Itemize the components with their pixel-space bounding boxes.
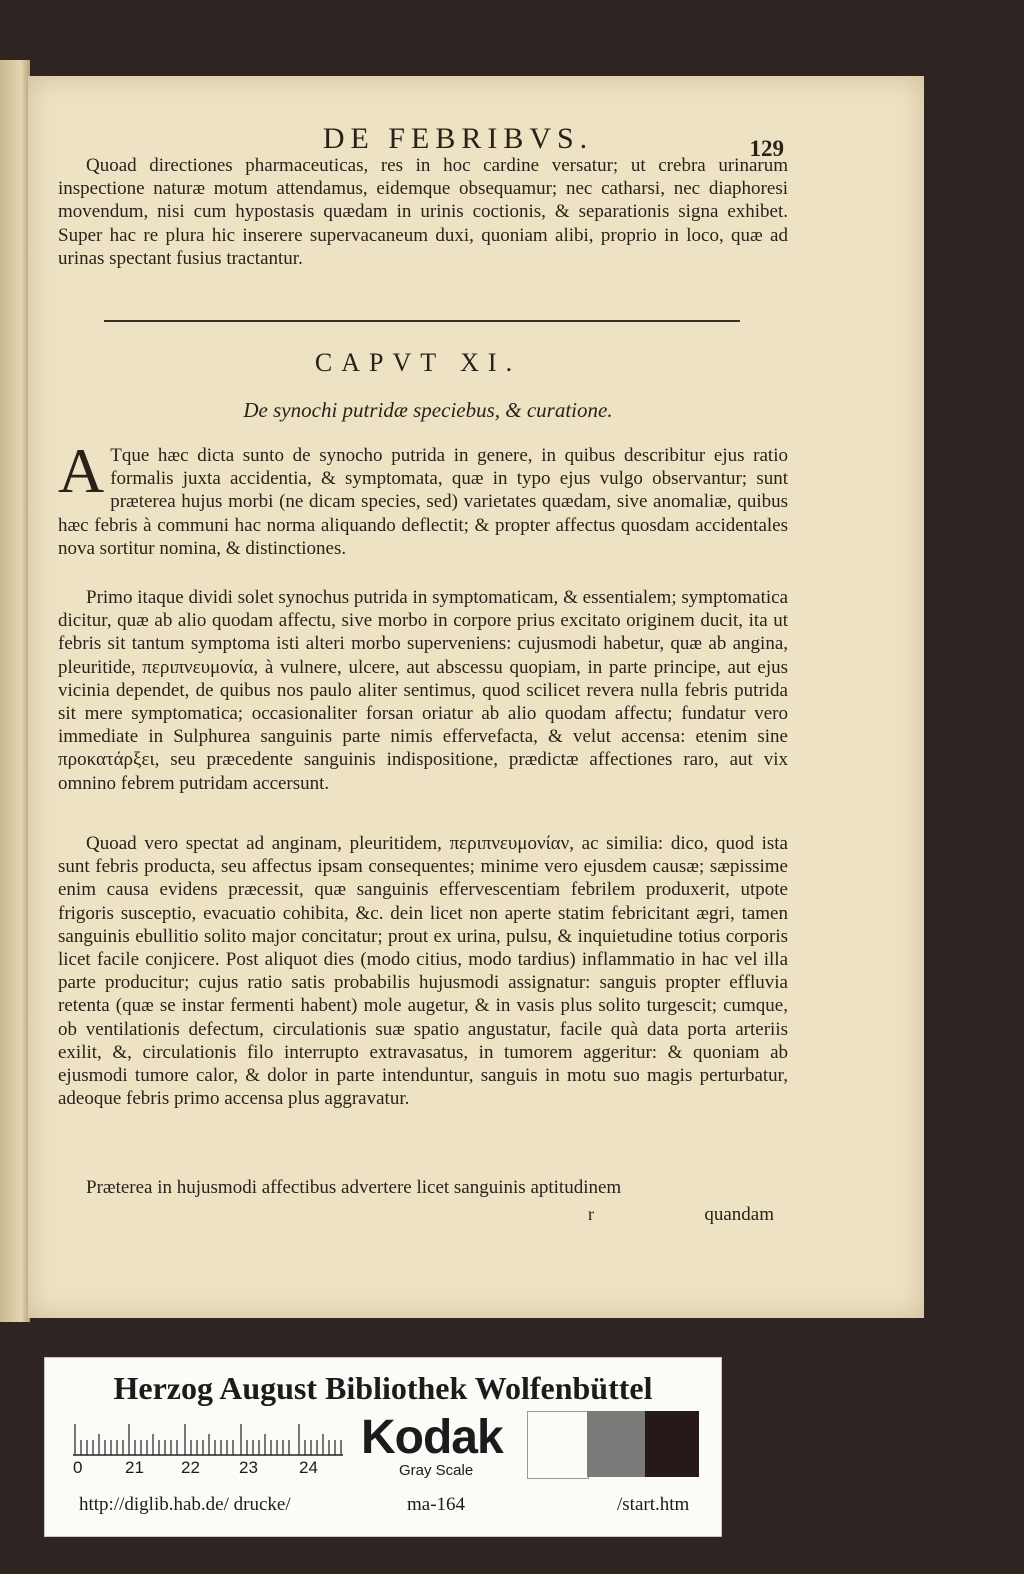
drop-cap-initial: A: [58, 435, 105, 506]
catchword: quandam: [704, 1204, 774, 1225]
paragraph-2-text: Tque hæc dicta sunto de synocho putrida in genere, in quibus describitur ejus ratio formalis juxta accidentia, & symptomata, quæ in typo ejus vulgo observantur; sunt præterea hujus morbi (ne dicam species, sed) varietates quædam, sive anomaliæ, quibus hæc febris à communi hac norma aliquando deflectit; & propter affectus quosdam accidentales nova sortitur nomina, & distinctiones.: [58, 445, 788, 559]
ruler-number: 0: [73, 1458, 83, 1477]
paragraph-3: Primo itaque dividi solet synochus putrida in symptomaticam, & essentialem; symptomatica dicitur, quæ ab alio quodam affectu, sive morbo in corpore prius excitato originem ducit, ita ut febris sit tantum symptoma isti alteri morbo superveniens: cujusmodi habetur, quæ ab angina, pleuritide, περιπνευμονία, à vulnere, ulcere, aut abscessu quopiam, in parte principe, aut ejus vicinia dependet, de quibus nos paulo aliter sentimus, quod scilicet revera nulla febris putrida sit mere symptomatica; occasionaliter forsan oriatur ab alio quodam affectu; fundatur vero immediate in Sulphurea sanguinis parte nimis effervefacta, & velut accensa: etenim sine προκατάρξει, seu præcedente sanguinis indispositione, prædictæ affectiones raro, aut vix omnino febrem putridam accersunt.: [58, 587, 788, 794]
gray-scale-label: Gray Scale: [399, 1462, 474, 1479]
ruler-number: 22: [181, 1458, 200, 1477]
paragraph-1: Quoad directiones pharmaceuticas, res in hoc cardine versatur; ut crebra urinarum inspectione naturæ motum attendamus, eidemque obsequamur; nec catharsi, nec diaphoresi movendum, nisi cum hypostasis quædam in urinis coctionis, & separationis signa exhibet. Super hac re plura hic inserere supervacaneum duxi, quoniam alibi, proprio in loco, quæ ad urinas spectant fusius tractantur.: [58, 155, 788, 269]
running-head: DE FEBRIBVS.: [322, 122, 594, 155]
paragraph-2: [58, 435, 788, 560]
library-color-card: [44, 1357, 722, 1537]
document-id: ma-164: [407, 1494, 466, 1515]
section-rule: [104, 320, 740, 322]
paragraph-5: Præterea in hujusmodi affectibus advertere licet sanguinis aptitudinem: [86, 1177, 622, 1198]
library-title: Herzog August Bibliothek Wolfenbüttel: [113, 1370, 653, 1406]
page-number: 129: [749, 136, 784, 161]
ruler-number: 21: [125, 1458, 144, 1477]
ruler-scale: [73, 1424, 343, 1456]
url-prefix: http://diglib.hab.de/ drucke/: [79, 1494, 291, 1515]
ruler-number: 23: [239, 1458, 258, 1477]
chapter-subtitle: De synochi putridæ speciebus, & curatione.: [243, 398, 613, 422]
kodak-logo: Kodak: [361, 1411, 503, 1464]
chapter-heading: CAPVT XI.: [314, 348, 522, 377]
ruler-number: 24: [299, 1458, 318, 1477]
paragraph-4: Quoad vero spectat ad anginam, pleuritidem, περιπνευμονίαν, ac similia: dico, quod ista sunt febris producta, seu affectus ipsam consequentes; minime vero ejusdem causæ; sæpissime enim causa evidens præcessit, quæ sanguinis effervescentiam febrilem produxerit, utpote frigoris susceptio, evacuatio cohibita, &c. dein licet non aperte statim febricitant ægri, tamen sanguinis ebullitio solito major concitatur; prout ex urina, pulsu, & inquietudine totius corporis licet facile conjicere. Post aliquot dies (modo citius, modo tardius) inflammatio in hac vel illa parte producitur; cujus ratio satis probabilis hujusmodi assignatur: sanguis propter effluvia retenta (quæ se instar fermenti habent) mole augetur, & in vasis plus solito turgescit; cumque, ob ventilationis defectum, circulationis suæ spatio angustatur, facile quà data porta arteriis exilit, &, circulationis filo interrupto extravasatus, in tumorem aggeritur: & quoniam ab ejusmodi tumore calor, & dolor in parte intenduntur, sanguis in motu suo magis perturbatur, adeoque febris primo accensa plus aggravatur.: [58, 833, 788, 1110]
ruler-numbers: [73, 1458, 363, 1480]
signature-mark: r: [588, 1204, 594, 1224]
previous-page-edge: [0, 60, 30, 1322]
gray-swatch-dark: [645, 1411, 699, 1477]
gray-swatch-mid: [587, 1411, 645, 1477]
url-suffix: /start.htm: [617, 1494, 690, 1515]
gray-swatch-light: [527, 1411, 589, 1479]
book-page: [28, 76, 924, 1318]
